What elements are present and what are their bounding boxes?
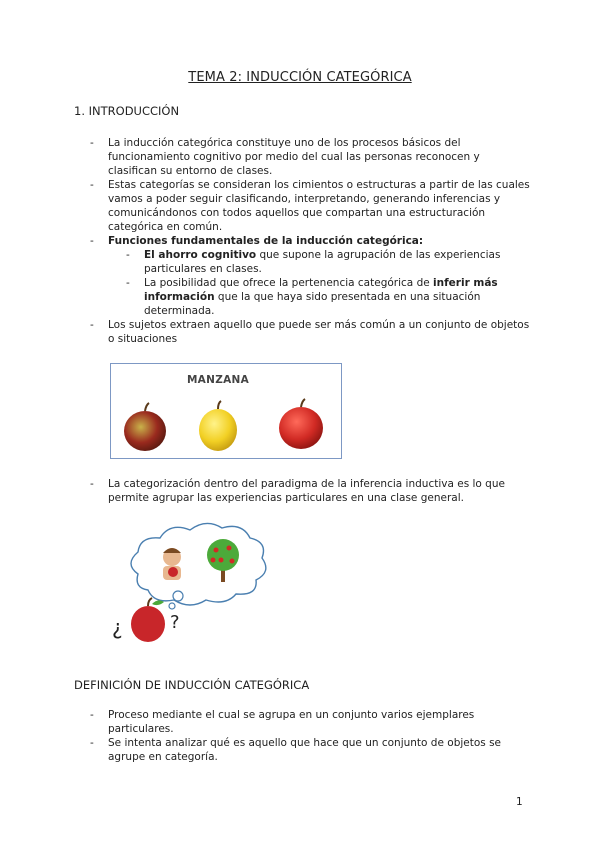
funciones-sublist	[108, 248, 530, 318]
ahorro-cognitivo-term: El ahorro cognitivo	[144, 249, 257, 261]
question-open: ¿	[112, 615, 123, 639]
sub-list-text: La posibilidad que ofrece la pertenencia categórica de	[144, 277, 434, 289]
apple-icon	[279, 399, 323, 449]
list-item: - Estas categorías se consideran los cimientos o estructuras a partir de las cuales vamos a poder seguir clasificando, interpretando, generando inferencias y comunicándonos con todos aquellos que compartan una estructuración categórica en común.	[90, 178, 530, 234]
list-item: - La categorización dentro del paradigma de la inferencia inductiva es lo que permite agrupar las experiencias particulares en una clase general.	[90, 477, 530, 505]
sub-list-item	[126, 248, 530, 276]
intro-list	[90, 136, 530, 346]
list-item: - Se intenta analizar qué es aquello que hace que un conjunto de objetos se agrupe en categoría.	[90, 736, 530, 764]
section-heading-introduccion: 1. INTRODUCCIÓN	[74, 104, 180, 118]
apple-icon	[124, 403, 166, 451]
categorization-list	[90, 477, 530, 505]
sub-list-text: que la que haya sido presentada en una situación determinada.	[144, 291, 481, 317]
list-item-funciones	[90, 234, 530, 318]
page-title: TEMA 2: INDUCCIÓN CATEGÓRICA	[188, 70, 412, 85]
manzana-figure	[110, 363, 342, 459]
apples-illustration	[111, 364, 341, 458]
sub-list-text: que supone la agrupación de las experiencias particulares en clases.	[144, 249, 501, 275]
question-close: ?	[170, 612, 180, 633]
list-item: - Proceso mediante el cual se agrupa en un conjunto varios ejemplares particulares.	[90, 708, 530, 736]
definition-list	[90, 708, 530, 764]
apple-icon	[199, 401, 237, 451]
thought-bubble-illustration	[108, 520, 283, 650]
section-heading-definicion: DEFINICIÓN DE INDUCCIÓN CATEGÓRICA	[74, 678, 310, 692]
list-item: - Los sujetos extraen aquello que puede ser más común a un conjunto de objetos o situaciones	[90, 318, 530, 346]
figure-label: MANZANA	[186, 374, 250, 386]
sub-list-item	[126, 276, 530, 318]
funciones-title: Funciones fundamentales de la inducción categórica:	[108, 235, 424, 247]
list-item: - La inducción categórica constituye uno de los procesos básicos del funcionamiento cognitivo por medio del cual las personas reconocen y clasifican su entorno de clases.	[90, 136, 530, 178]
red-apple-icon	[131, 598, 165, 642]
inferir-term: inferir más información	[144, 277, 498, 303]
page-number: 1	[516, 796, 523, 808]
